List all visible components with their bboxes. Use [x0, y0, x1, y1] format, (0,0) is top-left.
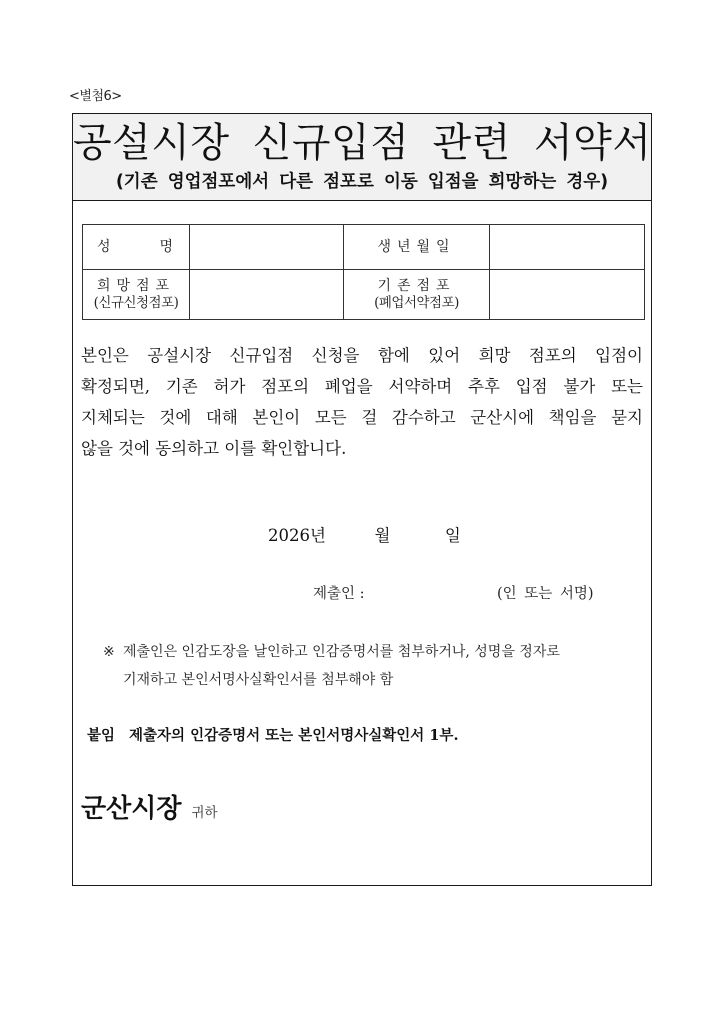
attachment-text: 제출자의 인감증명서 또는 본인서명사실확인서 1부. [129, 727, 459, 744]
reference-mark-icon: ※ [103, 644, 115, 660]
table-row [83, 270, 645, 320]
existing-store-field[interactable] [490, 270, 645, 320]
pledge-line-3: 지체되는 것에 대해 본인이 모든 걸 감수하고 군산시에 책임을 묻지 [81, 408, 643, 427]
date-day: 일 [444, 526, 461, 545]
desired-store-field[interactable] [190, 270, 344, 320]
desired-store-label-text: 희망점포 [96, 277, 176, 294]
notice [103, 638, 643, 694]
attachment-note [87, 724, 459, 745]
existing-store-sublabel: (폐업서약점포) [374, 294, 459, 311]
name-label-part1: 성 [97, 238, 111, 255]
birthdate-label [344, 225, 490, 270]
applicant-info-table [82, 224, 645, 320]
notice-line-2: 기재하고 본인서명사실확인서를 첨부해야 함 [123, 672, 394, 688]
birthdate-field[interactable] [490, 225, 645, 270]
name-field[interactable] [190, 225, 344, 270]
addressee [81, 788, 218, 825]
pledge-line-1: 본인은 공설시장 신규입점 신청을 함에 있어 희망 점포의 입점이 [81, 346, 643, 365]
desired-store-sublabel: (신규신청점포) [93, 294, 179, 311]
pledge-statement [81, 340, 643, 464]
attachment-head: 붙임 [87, 727, 116, 744]
desired-store-label [83, 270, 190, 320]
pledge-form [72, 113, 652, 886]
form-title: 공설시장 신규입점 관련 서약서 [73, 120, 652, 166]
signature-hint: (인 또는 서명) [497, 586, 594, 602]
notice-line-1: 제출인은 인감도장을 날인하고 인감증명서를 첨부하거나, 성명을 정자로 [123, 644, 560, 660]
date-year: 2026년 [268, 526, 326, 545]
table-row [83, 225, 645, 270]
date-line [268, 522, 461, 546]
date-month: 월 [374, 526, 391, 545]
attachment-label: <별첨6> [69, 89, 122, 104]
pledge-line-4: 않을 것에 동의하고 이를 확인합니다. [81, 439, 347, 458]
existing-store-label [344, 270, 490, 320]
form-header [73, 114, 651, 201]
addressee-name: 군산시장 [81, 794, 182, 824]
submitter-label: 제출인 : [313, 586, 365, 602]
existing-store-label-text: 기존점포 [377, 277, 456, 294]
pledge-line-2: 확정되면, 기존 허가 점포의 폐업을 서약하며 추후 입점 불가 또는 [81, 377, 643, 396]
addressee-honorific: 귀하 [191, 805, 218, 821]
name-label-cell [83, 225, 190, 270]
form-subtitle: (기존 영업점포에서 다른 점포로 이동 입점을 희망하는 경우) [115, 172, 609, 192]
birthdate-label-text: 생년월일 [377, 238, 456, 255]
name-label-part2: 명 [159, 238, 173, 255]
